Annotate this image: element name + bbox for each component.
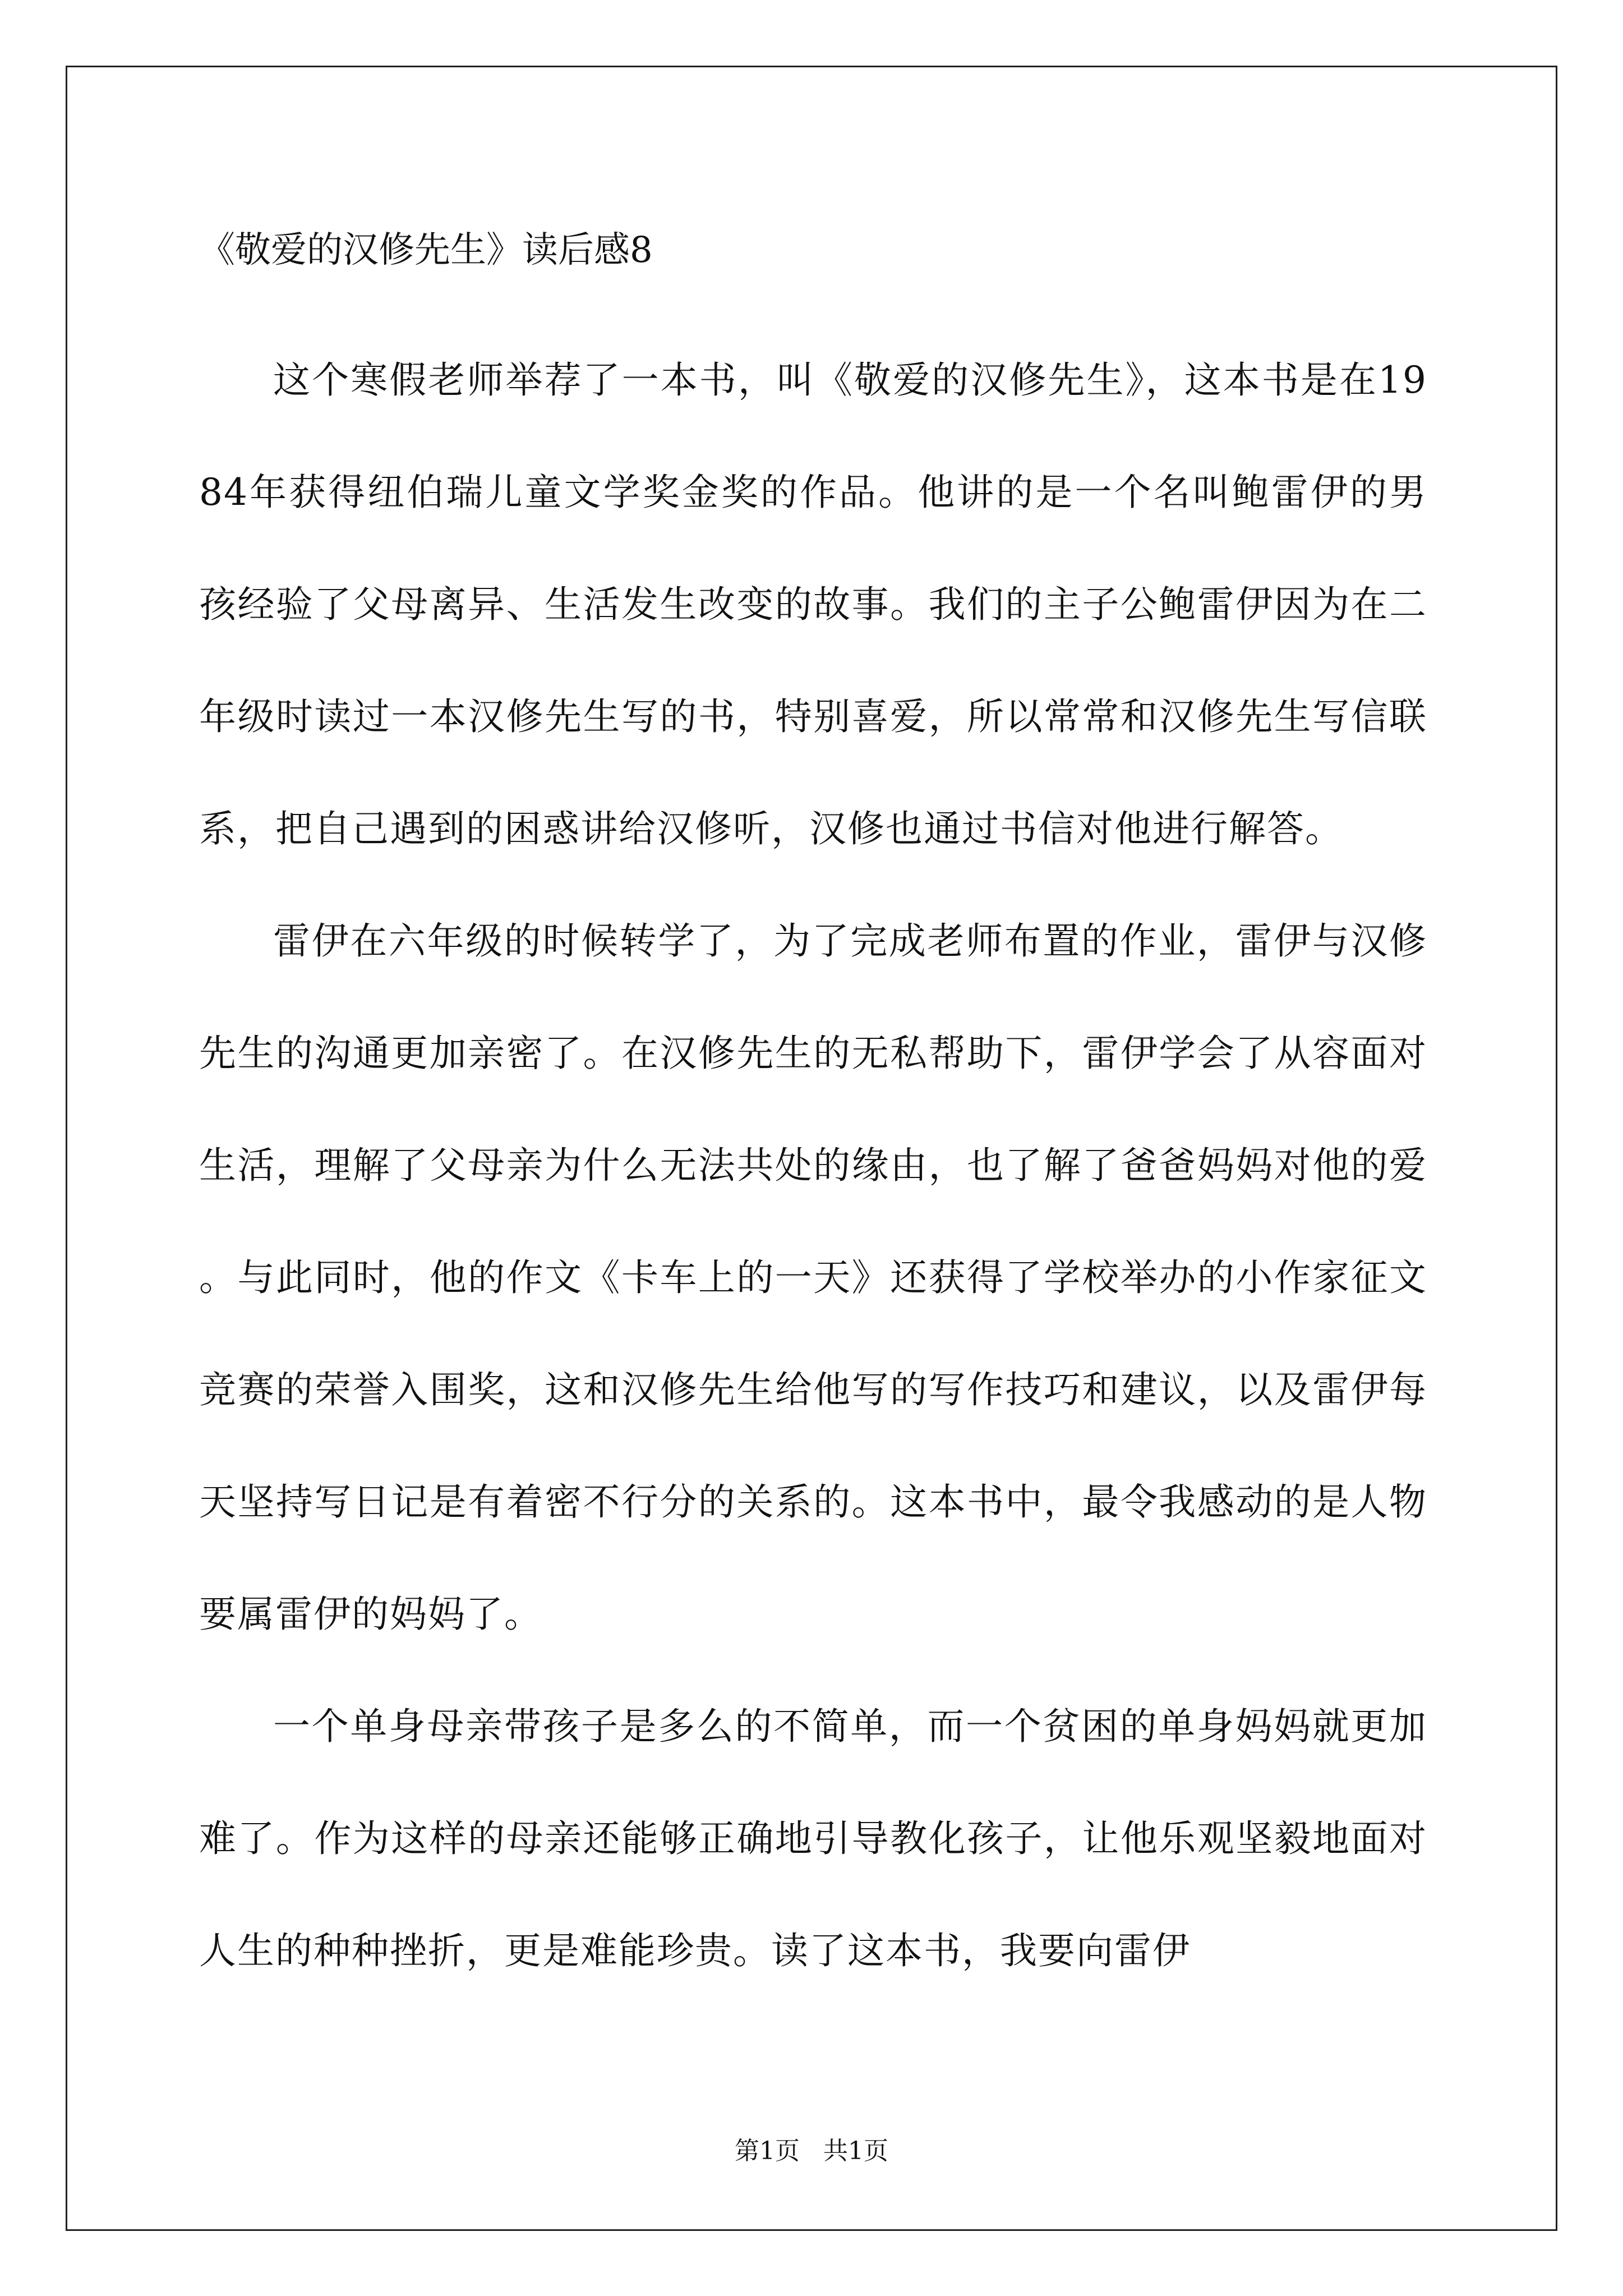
- paragraph-1: 这个寒假老师举荐了一本书，叫《敬爱的汉修先生》，这本书是在1984年获得纽伯瑞儿童文学奖金奖的作品。他讲的是一个名叫鲍雷伊的男孩经验了父母离异、生活发生改变的故事。我们的主子公鲍雷伊因为在二年级时读过一本汉修先生写的书，特别喜爱，所以常常和汉修先生写信联系，把自己遇到的困惑讲给汉修听，汉修也通过书信对他进行解答。: [199, 358, 1427, 850]
- paragraph-3: 一个单身母亲带孩子是多么的不简单，而一个贫困的单身妈妈就更加难了。作为这样的母亲还能够正确地引导教化孩子，让他乐观坚毅地面对人生的种种挫折，更是难能珍贵。读了这本书，我要向雷伊: [199, 1705, 1427, 1972]
- document-title: 《敬爱的汉修先生》读后感8: [199, 229, 653, 271]
- paragraph-2: 雷伊在六年级的时候转学了，为了完成老师布置的作业，雷伊与汉修先生的沟通更加亲密了。在汉修先生的无私帮助下，雷伊学会了从容面对生活，理解了父母亲为什么无法共处的缘由，也了解了爸爸妈妈对他的爱。与此同时，他的作文《卡车上的一天》还获得了学校举办的小作家征文竞赛的荣誉入围奖，这和汉修先生给他写的写作技巧和建议，以及雷伊每天坚持写日记是有着密不行分的关系的。这本书中，最令我感动的是人物要属雷伊的妈妈了。: [199, 919, 1427, 1636]
- page-number-footer: 第1页 共1页: [735, 2137, 888, 2165]
- document-body: [199, 324, 1427, 2007]
